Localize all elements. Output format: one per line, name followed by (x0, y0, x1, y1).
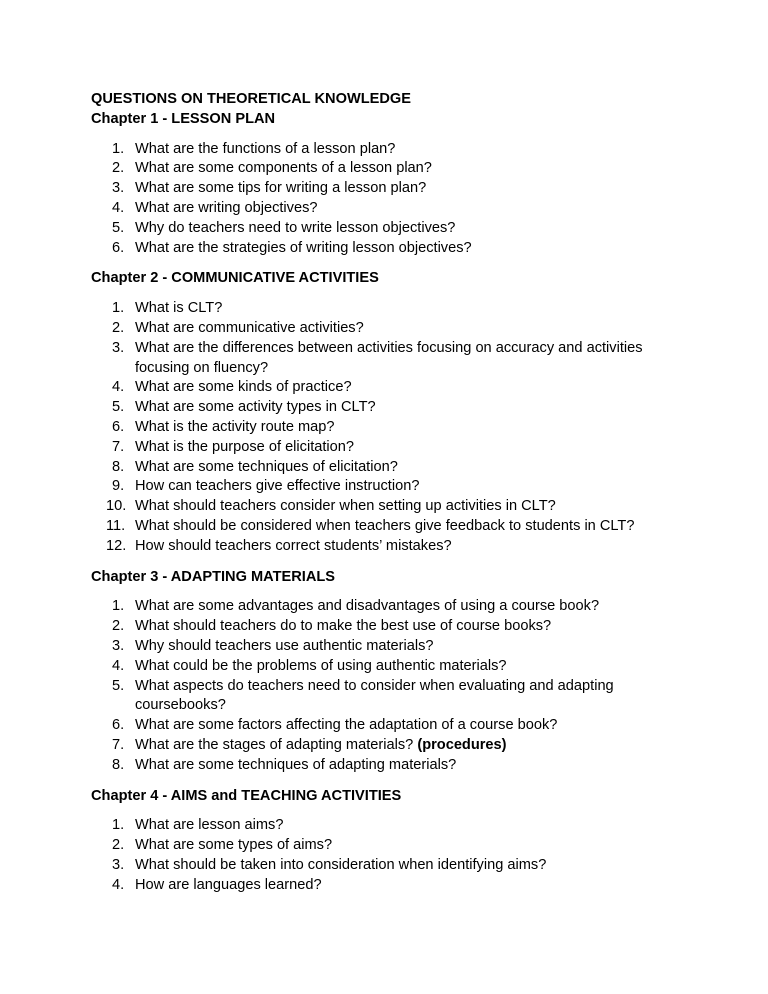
question-item (91, 378, 691, 398)
question-item (91, 339, 691, 379)
question-text-main: What is the activity route map? (135, 418, 335, 435)
question-text (135, 379, 352, 395)
question-text (135, 678, 614, 714)
question-number: 2. (112, 837, 125, 854)
question-text (135, 320, 364, 336)
document-title: QUESTIONS ON THEORETICAL KNOWLEDGE (91, 91, 411, 107)
question-text (135, 160, 432, 176)
question-number: 4. (112, 199, 125, 216)
chapter-heading: Chapter 1 - LESSON PLAN (91, 110, 276, 127)
question-item (91, 319, 691, 339)
question-emphasis: (procedures) (417, 736, 507, 753)
question-item (91, 159, 691, 179)
question-text-main: Why do teachers need to write lesson objectives? (135, 219, 456, 236)
question-item (91, 876, 691, 896)
question-item (91, 458, 691, 478)
question-text (135, 857, 546, 873)
question-list (91, 816, 691, 895)
question-number: 9. (112, 478, 125, 495)
question-text (135, 200, 318, 216)
question-text-main: What are some activity types in CLT? (135, 399, 376, 416)
question-number: 4. (112, 657, 125, 674)
question-text-main: What are some types of aims? (135, 837, 333, 854)
question-text (135, 399, 376, 415)
question-number: 2. (112, 319, 125, 336)
chapter-heading: Chapter 2 - COMMUNICATIVE ACTIVITIES (91, 270, 379, 287)
question-text (135, 737, 507, 753)
question-text-main: What are some components of a lesson plan? (135, 160, 432, 177)
question-number: 12. (106, 537, 127, 554)
question-number: 3. (112, 856, 125, 873)
question-item (91, 637, 691, 657)
question-text (135, 717, 557, 733)
question-item (91, 239, 691, 259)
question-text-main: How are languages learned? (135, 876, 322, 893)
question-text-main: What should be considered when teachers give feedback to students in CLT? (135, 517, 635, 534)
question-item (91, 816, 691, 836)
question-text-main: What could be the problems of using authentic materials? (135, 657, 507, 674)
question-item (91, 477, 691, 497)
question-text (135, 538, 452, 554)
question-number: 7. (112, 736, 125, 753)
question-text-main: What are some advantages and disadvantages of using a course book? (135, 598, 600, 615)
question-text-main: What are some techniques of adapting materials? (135, 756, 457, 773)
question-number: 5. (112, 399, 125, 416)
chapter-heading: Chapter 4 - AIMS and TEACHING ACTIVITIES (91, 787, 402, 804)
question-text (135, 340, 643, 376)
question-text (135, 638, 434, 654)
question-text-main: What are writing objectives? (135, 199, 318, 216)
question-text-main: What are the differences between activities focusing on accuracy and activities focusing on fluency? (135, 339, 643, 376)
question-number: 5. (112, 677, 125, 694)
question-text-main: What are some tips for writing a lesson plan? (135, 180, 427, 197)
question-text (135, 419, 335, 435)
question-item (91, 677, 691, 717)
question-list (91, 299, 691, 556)
document-content (91, 90, 691, 895)
question-text (135, 220, 455, 236)
question-number: 1. (112, 140, 125, 157)
question-text (135, 877, 322, 893)
question-number: 5. (112, 219, 125, 236)
question-text-main: What is the purpose of elicitation? (135, 438, 355, 455)
question-text (135, 498, 556, 514)
question-item (91, 537, 691, 557)
question-number: 1. (112, 300, 125, 317)
question-text-main: What should be taken into consideration when identifying aims? (135, 856, 547, 873)
question-text (135, 439, 354, 455)
question-text (135, 757, 456, 773)
chapter-heading: Chapter 3 - ADAPTING MATERIALS (91, 568, 336, 585)
question-item (91, 836, 691, 856)
question-number: 2. (112, 618, 125, 635)
question-text (135, 598, 599, 614)
question-item (91, 398, 691, 418)
question-item (91, 497, 691, 517)
question-text-main: What are the strategies of writing lesson objectives? (135, 239, 472, 256)
question-list (91, 597, 691, 775)
question-text (135, 618, 551, 634)
question-item (91, 657, 691, 677)
question-text-main: What are some kinds of practice? (135, 379, 352, 396)
question-item (91, 597, 691, 617)
question-number: 8. (112, 756, 125, 773)
question-text (135, 300, 222, 316)
question-text-main: How should teachers correct students’ mistakes? (135, 537, 452, 554)
question-item (91, 736, 691, 756)
question-number: 4. (112, 876, 125, 893)
question-number: 8. (112, 458, 125, 475)
question-item (91, 438, 691, 458)
question-text (135, 180, 426, 196)
question-number: 3. (112, 180, 125, 197)
question-text-main: What are communicative activities? (135, 319, 364, 336)
question-text (135, 478, 419, 494)
question-item (91, 179, 691, 199)
question-number: 11. (106, 517, 126, 534)
question-text (135, 658, 507, 674)
question-text-main: What should teachers do to make the best use of course books? (135, 618, 552, 635)
question-text-main: Why should teachers use authentic materials? (135, 637, 434, 654)
question-number: 6. (112, 239, 125, 256)
question-item (91, 418, 691, 438)
question-item (91, 716, 691, 736)
question-text (135, 240, 472, 256)
question-number: 1. (112, 598, 125, 615)
question-number: 2. (112, 160, 125, 177)
question-item (91, 219, 691, 239)
question-item (91, 856, 691, 876)
question-text (135, 141, 395, 157)
question-text (135, 837, 332, 853)
question-text (135, 817, 283, 833)
question-number: 10. (106, 498, 127, 515)
question-text-main: What is CLT? (135, 300, 223, 317)
question-number: 6. (112, 717, 125, 734)
question-text (135, 459, 398, 475)
question-item (91, 299, 691, 319)
question-text-main: What are lesson aims? (135, 817, 284, 834)
question-text-main: What are some factors affecting the adaptation of a course book? (135, 717, 558, 734)
question-list (91, 140, 691, 259)
question-number: 6. (112, 418, 125, 435)
question-text-main: What are the stages of adapting materials? (135, 736, 414, 753)
question-number: 3. (112, 339, 125, 356)
question-number: 1. (112, 817, 125, 834)
question-item (91, 617, 691, 637)
question-item (91, 140, 691, 160)
question-text-main: What aspects do teachers need to consider when evaluating and adapting coursebooks? (135, 677, 614, 714)
question-text-main: What are the functions of a lesson plan? (135, 140, 396, 157)
question-item (91, 199, 691, 219)
question-number: 7. (112, 438, 125, 455)
question-text-main: What should teachers consider when setting up activities in CLT? (135, 498, 556, 515)
chapters-container (91, 110, 691, 896)
question-number: 3. (112, 637, 125, 654)
question-text (135, 518, 634, 534)
question-text-main: What are some techniques of elicitation? (135, 458, 398, 475)
question-item (91, 756, 691, 776)
question-text-main: How can teachers give effective instruction? (135, 478, 420, 495)
question-number: 4. (112, 379, 125, 396)
question-item (91, 517, 691, 537)
